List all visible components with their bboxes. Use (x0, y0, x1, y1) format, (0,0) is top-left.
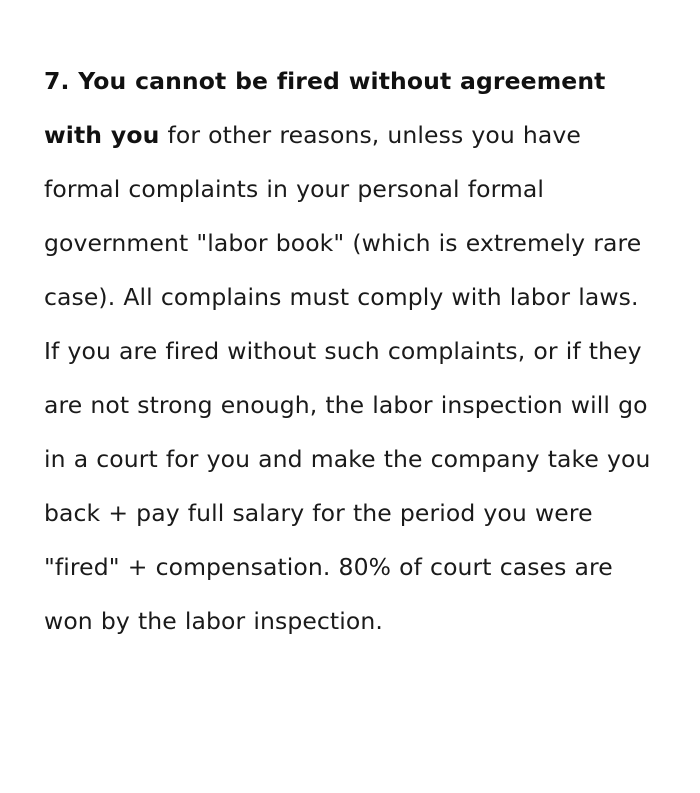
paragraph-body: for other reasons, unless you have formal complaints in your personal formal government "labor book" (which is extremely rare case). All complains must comply with labor laws. If you are fired without such complaints, or if they are not strong enough, the labor inspection will go in a court for you and make the company take you back + pay full salary for the period you were "fired" + compensation. 80% of court cases are won by the labor inspection. (44, 120, 651, 635)
paragraph-heading: 7. You cannot be fired without agreement with you (44, 66, 606, 149)
paragraph-7 (44, 54, 656, 648)
